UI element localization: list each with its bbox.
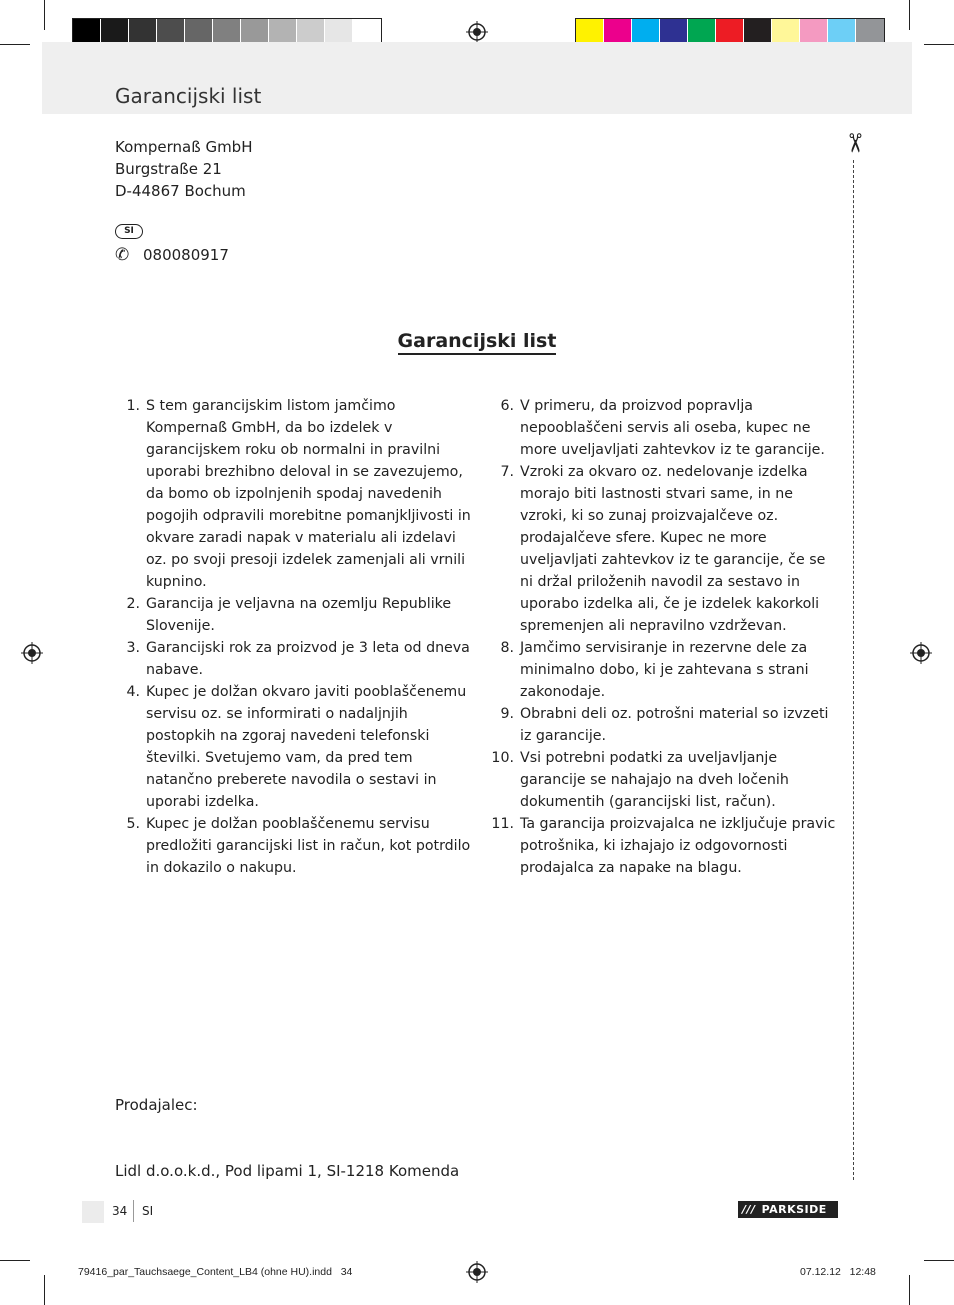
term-item <box>115 395 471 593</box>
term-text: Kupec je dolžan okvaro javiti pooblaščenemu servisu oz. se informirati o nadaljnjih postopkih na zgoraj navedeni telefonski številki. Svetujemo vam, da pred tem natančno preberete navodila o sestavi in uporabi izdelka. <box>146 684 467 810</box>
address-line: Kompernaß GmbH <box>115 138 253 156</box>
crop-mark <box>0 44 30 45</box>
address-line: D-44867 Bochum <box>115 182 246 200</box>
footer-date: 07.12.12 12:48 <box>800 1266 876 1278</box>
manufacturer-address <box>115 136 252 202</box>
term-item <box>115 681 471 813</box>
registration-mark-icon <box>21 642 43 664</box>
terms-list <box>489 395 841 879</box>
page-number-box <box>82 1201 104 1223</box>
crop-mark <box>0 1260 30 1261</box>
address-line: Burgstraße 21 <box>115 160 222 178</box>
parkside-logo <box>738 1201 838 1218</box>
term-text: Obrabni deli oz. potrošni material so izvzeti iz garancije. <box>520 706 829 744</box>
term-number: 4. <box>126 684 140 700</box>
term-text: Vsi potrebni podatki za uveljavljanje garancije se nahajajo na dveh ločenih dokumentih (garancijski list, račun). <box>520 750 789 810</box>
crop-mark <box>44 0 45 30</box>
term-number: 11. <box>491 816 514 832</box>
phone-icon: ✆ <box>115 245 130 265</box>
scissors-icon: ✂ <box>838 132 869 154</box>
term-number: 7. <box>500 464 514 480</box>
page-language: SI <box>142 1204 154 1218</box>
term-item <box>115 637 471 681</box>
term-number: 3. <box>126 640 140 656</box>
term-number: 1. <box>126 398 140 414</box>
crop-mark <box>909 1275 910 1305</box>
term-item <box>115 813 471 879</box>
term-item <box>489 747 841 813</box>
crop-mark <box>924 44 954 45</box>
terms-list <box>115 395 471 879</box>
term-item <box>489 703 841 747</box>
seller-address: Lidl d.o.o.k.d., Pod lipami 1, SI-1218 Komenda <box>115 1162 460 1180</box>
term-item <box>489 395 841 461</box>
logo-text: PARKSIDE <box>761 1203 827 1216</box>
logo-slashes: /// <box>742 1203 756 1216</box>
term-item <box>115 593 471 637</box>
country-badge: SI <box>115 224 143 239</box>
crop-mark <box>924 1260 954 1261</box>
page-number: 34 <box>112 1204 128 1218</box>
term-number: 5. <box>126 816 140 832</box>
term-text: Garancija je veljavna na ozemlju Republike Slovenije. <box>146 596 452 634</box>
term-number: 6. <box>500 398 514 414</box>
divider <box>133 1200 134 1222</box>
crop-mark <box>909 0 910 30</box>
seller-label: Prodajalec: <box>115 1096 198 1114</box>
term-text: Jamčimo servisiranje in rezervne dele za minimalno dobo, ki je zahtevana s strani zakonodaje. <box>520 640 809 700</box>
warranty-heading: Garancijski list <box>0 330 954 352</box>
hotline-row <box>115 245 229 265</box>
term-number: 8. <box>500 640 514 656</box>
term-number: 10. <box>491 750 514 766</box>
terms-left-column <box>115 395 471 879</box>
term-number: 2. <box>126 596 140 612</box>
registration-mark-icon <box>466 21 488 43</box>
registration-mark-icon <box>466 1261 488 1283</box>
term-item <box>489 637 841 703</box>
page-title: Garancijski list <box>115 84 262 108</box>
registration-mark-icon <box>910 642 932 664</box>
term-text: V primeru, da proizvod popravlja nepooblaščeni servis ali oseba, kupec ne more uveljavljati zahtevkov iz te garancije. <box>520 398 825 458</box>
term-item <box>489 461 841 637</box>
hotline-number: 080080917 <box>143 246 229 264</box>
term-item <box>489 813 841 879</box>
term-text: Kupec je dolžan pooblaščenemu servisu predložiti garancijski list in račun, kot potrdilo in dokazilo o nakupu. <box>146 816 471 876</box>
cut-line <box>853 160 854 1180</box>
term-text: Ta garancija proizvajalca ne izključuje pravic potrošnika, ki izhajajo iz odgovornosti prodajalca za napake na blagu. <box>520 816 836 876</box>
crop-mark <box>44 1275 45 1305</box>
terms-right-column <box>489 395 841 879</box>
term-text: Garancijski rok za proizvod je 3 leta od dneva nabave. <box>146 640 470 678</box>
footer-filename: 79416_par_Tauchsaege_Content_LB4 (ohne HU).indd 34 <box>78 1266 353 1278</box>
term-text: S tem garancijskim listom jamčimo Kompernaß GmbH, da bo izdelek v garancijskem roku ob normalni in pravilni uporabi brezhibno deloval in se zavezujemo, da bomo ob izpolnjenih spodaj navedenih pogojih odpravili morebitne pomanjkljivosti in okvare zaradi napak v materialu ali izdelavi oz. po svoji presoji izdelek zamenjali ali vrnili kupnino. <box>146 398 471 590</box>
term-number: 9. <box>500 706 514 722</box>
term-text: Vzroki za okvaro oz. nedelovanje izdelka morajo biti lastnosti stvari same, in ne vzroki, ki so zunaj proizvajalčeve oz. prodajalčeve sfere. Kupec ne more uveljavljati zahtevkov iz te garancije, če se ni držal priloženih navodil za sestavo in uporabo izdelka ali, če je izdelek kakorkoli spremenjen ali nepravilno vzdrževan. <box>520 464 826 634</box>
